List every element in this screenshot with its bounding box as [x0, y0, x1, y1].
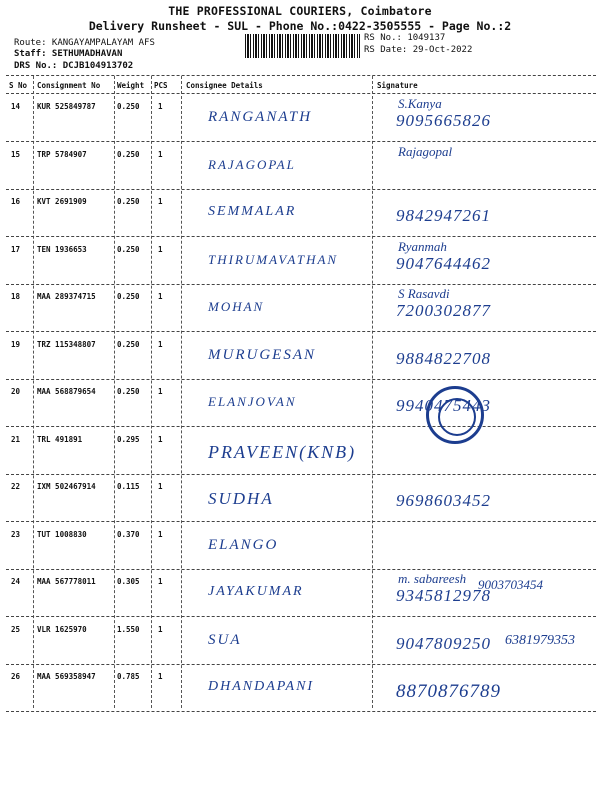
row-pcs: 1	[158, 435, 163, 444]
signature-phone: 9884822708	[396, 349, 491, 368]
extra-phone-note: 9003703454	[478, 577, 543, 592]
col-header-weight: Weight	[117, 81, 145, 90]
row-separator	[6, 569, 596, 570]
signature-name: S.Kanya	[398, 96, 442, 111]
signature-name: Rajagopal	[398, 144, 453, 159]
row-consignment-no: KUR 525849787	[37, 102, 96, 111]
row-weight: 0.250	[117, 340, 140, 349]
header-title: THE PROFESSIONAL COURIERS, Coimbatore	[168, 4, 432, 18]
row-consignee-name: THIRUMAVATHAN	[208, 252, 339, 267]
row-sno: 24	[11, 577, 21, 586]
row-pcs: 1	[158, 625, 163, 634]
rs-number: RS No.: 1049137	[364, 33, 446, 43]
signature-phone: 9698603452	[396, 491, 491, 510]
barcode-image	[245, 34, 360, 58]
row-consignment-no: MAA 289374715	[37, 292, 96, 301]
row-pcs: 1	[158, 387, 163, 396]
delivery-stamp	[426, 386, 484, 444]
row-sno: 23	[11, 530, 21, 539]
row-consignee-name: PRAVEEN(KNB)	[208, 442, 357, 462]
row-consignee-name: SUDHA	[208, 489, 274, 508]
row-separator	[6, 426, 596, 427]
row-sno: 20	[11, 387, 21, 396]
row-weight: 0.250	[117, 245, 140, 254]
row-consignment-no: KVT 2691909	[37, 197, 87, 206]
row-pcs: 1	[158, 577, 163, 586]
row-pcs: 1	[158, 150, 163, 159]
col-divider	[33, 76, 34, 708]
row-weight: 0.250	[117, 387, 140, 396]
row-separator	[6, 189, 596, 190]
row-separator	[6, 236, 596, 237]
row-sno: 17	[11, 245, 21, 254]
signature-name: Ryanmah	[398, 239, 447, 254]
drs-label: DRS No.: DCJB104913702	[14, 61, 134, 71]
signature-phone: 9095665826	[396, 111, 491, 130]
row-separator	[6, 711, 596, 712]
row-pcs: 1	[158, 292, 163, 301]
row-weight: 0.250	[117, 150, 140, 159]
staff-label: Staff: SETHUMADHAVAN	[14, 49, 123, 59]
row-sno: 21	[11, 435, 21, 444]
row-sno: 26	[11, 672, 21, 681]
signature-phone: 9842947261	[396, 206, 491, 225]
col-divider	[372, 76, 373, 708]
row-consignee-name: ELANJOVAN	[208, 394, 297, 409]
row-consignee-name: DHANDAPANI	[208, 679, 315, 694]
row-pcs: 1	[158, 672, 163, 681]
row-consignee-name: ELANGO	[208, 537, 279, 553]
row-pcs: 1	[158, 102, 163, 111]
row-separator	[6, 284, 596, 285]
row-pcs: 1	[158, 482, 163, 491]
row-weight: 1.550	[117, 625, 140, 634]
row-consignment-no: TUT 1008830	[37, 530, 87, 539]
signature-phone: 9047644462	[396, 254, 491, 273]
row-consignee-name: MURUGESAN	[208, 347, 316, 363]
row-sno: 19	[11, 340, 21, 349]
row-consignment-no: MAA 568879654	[37, 387, 96, 396]
signature-phone: 9047809250	[396, 634, 491, 653]
header-subtitle: Delivery Runsheet - SUL - Phone No.:0422-3505555 - Page No.:2	[88, 19, 512, 33]
signature-name: m. sabareesh	[398, 571, 467, 586]
row-weight: 0.250	[117, 292, 140, 301]
col-header-consignment: Consignment No	[37, 81, 101, 90]
row-pcs: 1	[158, 340, 163, 349]
row-sno: 25	[11, 625, 21, 634]
col-header-pcs: PCS	[154, 81, 168, 90]
row-consignment-no: IXM 502467914	[37, 482, 96, 491]
row-consignment-no: VLR 1625970	[37, 625, 87, 634]
row-weight: 0.785	[117, 672, 140, 681]
row-sno: 14	[11, 102, 21, 111]
row-weight: 0.250	[117, 197, 140, 206]
signature-phone: 9345812978	[396, 586, 491, 605]
extra-phone-note: 6381979353	[505, 633, 575, 648]
col-divider	[181, 76, 182, 708]
rs-date: RS Date: 29-Oct-2022	[364, 45, 473, 55]
row-consignment-no: TEN 1936653	[37, 245, 87, 254]
col-divider	[114, 76, 115, 708]
row-pcs: 1	[158, 197, 163, 206]
col-divider	[151, 76, 152, 708]
row-separator	[6, 664, 596, 665]
row-pcs: 1	[158, 245, 163, 254]
signature-name: S Rasavdi	[398, 286, 450, 301]
row-consignee-name: SEMMALAR	[208, 204, 297, 219]
table-header-rule	[6, 93, 596, 94]
signature-phone: 8870876789	[396, 681, 501, 702]
row-consignee-name: MOHAN	[208, 299, 265, 314]
row-separator	[6, 379, 596, 380]
row-separator	[6, 331, 596, 332]
signature-phone: 7200302877	[396, 301, 491, 320]
row-separator	[6, 141, 596, 142]
row-weight: 0.305	[117, 577, 140, 586]
route-label: Route: KANGAYAMPALAYAM AFS	[14, 38, 155, 48]
row-consignment-no: MAA 569358947	[37, 672, 96, 681]
row-sno: 16	[11, 197, 21, 206]
row-weight: 0.370	[117, 530, 140, 539]
signature-phone: 9940475443	[396, 396, 491, 415]
row-consignment-no: MAA 567778011	[37, 577, 96, 586]
row-separator	[6, 474, 596, 475]
row-sno: 15	[11, 150, 21, 159]
table-top-rule	[6, 75, 596, 76]
row-sno: 22	[11, 482, 21, 491]
col-header-signature: Signature	[377, 81, 418, 90]
row-consignee-name: RANGANATH	[208, 109, 313, 125]
row-consignment-no: TRL 491891	[37, 435, 83, 444]
row-sno: 18	[11, 292, 21, 301]
col-header-sno: S No	[9, 81, 28, 90]
row-separator	[6, 521, 596, 522]
col-header-consignee: Consignee Details	[186, 81, 263, 90]
row-weight: 0.115	[117, 482, 140, 491]
row-consignment-no: TRZ 115348807	[37, 340, 96, 349]
row-consignee-name: JAYAKUMAR	[208, 584, 304, 599]
row-pcs: 1	[158, 530, 163, 539]
row-consignment-no: TRP 5784907	[37, 150, 87, 159]
row-consignee-name: SUA	[208, 632, 242, 648]
row-weight: 0.250	[117, 102, 140, 111]
row-consignee-name: RAJAGOPAL	[208, 157, 296, 172]
row-separator	[6, 616, 596, 617]
row-weight: 0.295	[117, 435, 140, 444]
